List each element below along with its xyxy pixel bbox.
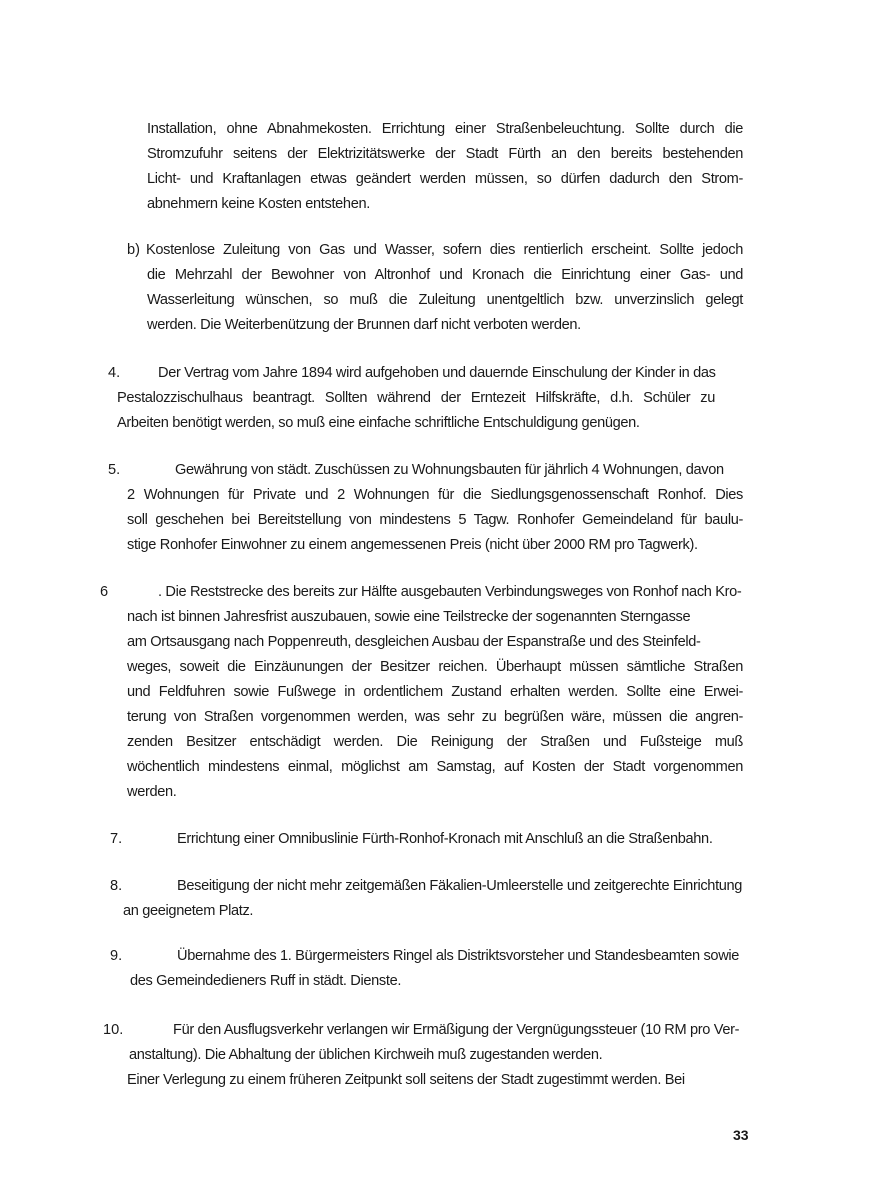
list-marker: 9. <box>110 948 123 964</box>
text-line: Licht- und Kraftanlagen etwas geändert werden müssen, so dürfen dadurch den Strom- <box>147 171 743 187</box>
text-line: anstaltung). Die Abhaltung der üblichen Kirchweih muß zugestanden werden. <box>129 1047 603 1063</box>
text-line: Pestalozzischulhaus beantragt. Sollten während der Erntezeit Hilfskräfte, d.h. Schüler zu <box>117 390 715 406</box>
text-line: am Ortsausgang nach Poppenreuth, desgleichen Ausbau der Espanstraße und des Steinfeld- <box>127 634 701 650</box>
text-line: Errichtung einer Omnibuslinie Fürth-Ronhof-Kronach mit Anschluß an die Straßenbahn. <box>177 831 713 847</box>
text-line: werden. Die Weiterbenützung der Brunnen darf nicht verboten werden. <box>147 317 581 333</box>
list-marker: 8. <box>110 878 123 894</box>
text-line: . Die Reststrecke des bereits zur Hälfte ausgebauten Verbindungsweges von Ronhof nach Kro- <box>158 584 742 600</box>
text-line: weges, soweit die Einzäunungen der Besitzer reichen. Überhaupt müssen sämtliche Straßen <box>127 659 743 675</box>
text-line: Beseitigung der nicht mehr zeitgemäßen Fäkalien-Umleerstelle und zeitgerechte Einrichtung <box>177 878 743 894</box>
text-line: Für den Ausflugsverkehr verlangen wir Ermäßigung der Vergnügungssteuer (10 RM pro Ver- <box>173 1022 740 1038</box>
text-line: des Gemeindedieners Ruff in städt. Dienste. <box>130 973 402 989</box>
text-line: stige Ronhofer Einwohner zu einem angemessenen Preis (nicht über 2000 RM pro Tagwerk). <box>127 537 698 553</box>
text-line: Arbeiten benötigt werden, so muß eine einfache schriftliche Entschuldigung genügen. <box>117 415 640 431</box>
text-line: Der Vertrag vom Jahre 1894 wird aufgehoben und dauernde Einschulung der Kinder in das <box>158 365 716 381</box>
text-line: Übernahme des 1. Bürgermeisters Ringel als Distriktsvorsteher und Standesbeamten sowie <box>177 948 740 964</box>
text-line: Kostenlose Zuleitung von Gas und Wasser, sofern dies rentierlich erscheint. Sollte jedoch <box>146 242 743 258</box>
list-marker: b) <box>127 242 140 258</box>
text-line: an geeignetem Platz. <box>123 903 254 919</box>
text-line: wöchentlich mindestens einmal, möglichst am Samstag, auf Kosten der Stadt vorgenommen <box>127 759 743 775</box>
list-marker: 4. <box>108 365 121 381</box>
text-line: 2 Wohnungen für Private und 2 Wohnungen für die Siedlungsgenossenschaft Ronhof. Dies <box>127 487 743 503</box>
text-line: soll geschehen bei Bereitstellung von mindestens 5 Tagw. Ronhofer Gemeindeland für baulu- <box>127 512 743 528</box>
text-line: Gewährung von städt. Zuschüssen zu Wohnungsbauten für jährlich 4 Wohnungen, davon <box>175 462 724 478</box>
list-marker: 7. <box>110 831 123 847</box>
text-line: Einer Verlegung zu einem früheren Zeitpunkt soll seitens der Stadt zugestimmt werden. Bei <box>127 1072 685 1088</box>
text-line: terung von Straßen vorgenommen werden, was sehr zu begrüßen wäre, müssen die angren- <box>127 709 743 725</box>
text-line: nach ist binnen Jahresfrist auszubauen, sowie eine Teilstrecke der sogenannten Sterngasse <box>127 609 691 625</box>
text-line: und Feldfuhren sowie Fußwege in ordentlichem Zustand erhalten werden. Sollte eine Erwei- <box>127 684 743 700</box>
page-number: 33 <box>733 1127 749 1143</box>
list-marker: 5. <box>108 462 121 478</box>
text-line: Wasserleitung wünschen, so muß die Zuleitung unentgeltlich bzw. unverzinslich gelegt <box>147 292 743 308</box>
text-line: zenden Besitzer entschädigt werden. Die Reinigung der Straßen und Fußsteige muß <box>127 734 743 750</box>
text-line: Installation, ohne Abnahmekosten. Errichtung einer Straßenbeleuchtung. Sollte durch die <box>147 121 743 137</box>
text-line: Stromzufuhr seitens der Elektrizitätswerke der Stadt Fürth an den bereits bestehenden <box>147 146 743 162</box>
list-marker: 10. <box>103 1022 124 1038</box>
text-line: abnehmern keine Kosten entstehen. <box>147 196 370 212</box>
text-line: werden. <box>127 784 177 800</box>
list-marker: 6 <box>100 584 109 600</box>
text-line: die Mehrzahl der Bewohner von Altronhof und Kronach die Einrichtung einer Gas- und <box>147 267 743 283</box>
